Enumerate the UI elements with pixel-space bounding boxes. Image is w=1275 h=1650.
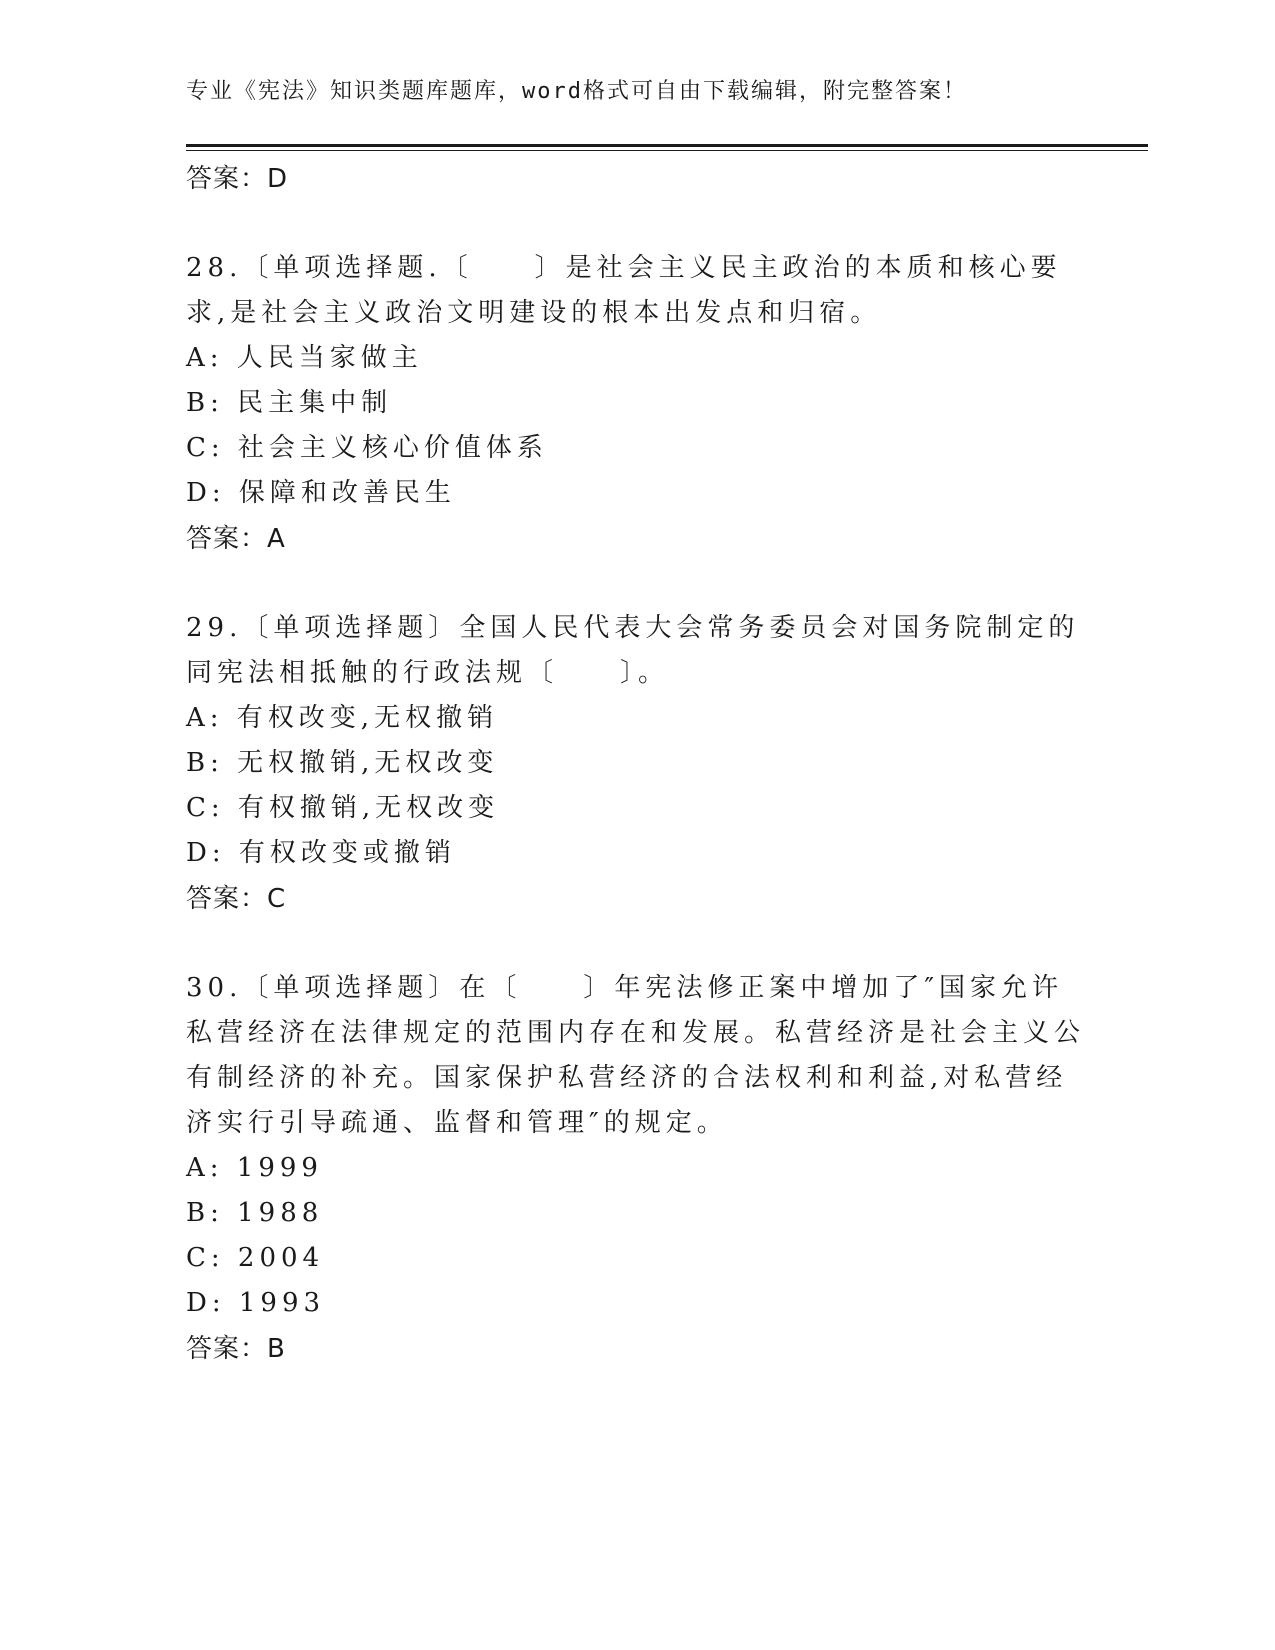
option-b: B: 无权撤销,无权改变 bbox=[186, 748, 499, 778]
answer-line: 答案：B bbox=[186, 1334, 286, 1364]
question-stem: 29.〔单项选择题〕全国人民代表大会常务委员会对国务院制定的同宪法相抵触的行政法规〔 〕。 bbox=[186, 613, 1080, 688]
option-b: B: 1988 bbox=[186, 1198, 324, 1228]
header-rule-thin bbox=[186, 150, 1148, 151]
option-a: A: 1999 bbox=[186, 1153, 323, 1183]
question-28 bbox=[186, 246, 1086, 562]
option-c: C: 社会主义核心价值体系 bbox=[186, 433, 548, 463]
page-header: 专业《宪法》知识类题库题库，word格式可自由下载编辑，附完整答案！ bbox=[186, 79, 967, 104]
spacer bbox=[186, 202, 1086, 246]
option-b: B: 民主集中制 bbox=[186, 388, 393, 418]
spacer bbox=[186, 562, 1086, 606]
option-c: C: 有权撤销,无权改变 bbox=[186, 793, 500, 823]
question-stem: 30.〔单项选择题〕在〔 〕年宪法修正案中增加了″国家允许私营经济在法律规定的范围内存在和发展。私营经济是社会主义公有制经济的补充。国家保护私营经济的合法权利和利益,对私营经济实行引导疏通、监督和管理″的规定。 bbox=[186, 973, 1086, 1138]
option-d: D: 保障和改善民生 bbox=[186, 478, 456, 508]
question-stem: 28.〔单项选择题.〔 〕是社会主义民主政治的本质和核心要求,是社会主义政治文明建设的根本出发点和归宿。 bbox=[186, 253, 1062, 328]
option-a: A: 人民当家做主 bbox=[186, 343, 423, 373]
spacer bbox=[186, 922, 1086, 966]
answer-line: 答案：C bbox=[186, 884, 287, 914]
question-30 bbox=[186, 966, 1086, 1372]
question-29 bbox=[186, 606, 1086, 922]
answer-line: 答案：D bbox=[186, 164, 289, 194]
header-rule-thick bbox=[186, 144, 1148, 147]
option-d: D: 1993 bbox=[186, 1288, 326, 1318]
option-a: A: 有权改变,无权撤销 bbox=[186, 703, 499, 733]
answer-line: 答案：A bbox=[186, 524, 286, 554]
option-c: C: 2004 bbox=[186, 1243, 325, 1273]
option-d: D: 有权改变或撤销 bbox=[186, 838, 456, 868]
content bbox=[186, 156, 1086, 1372]
